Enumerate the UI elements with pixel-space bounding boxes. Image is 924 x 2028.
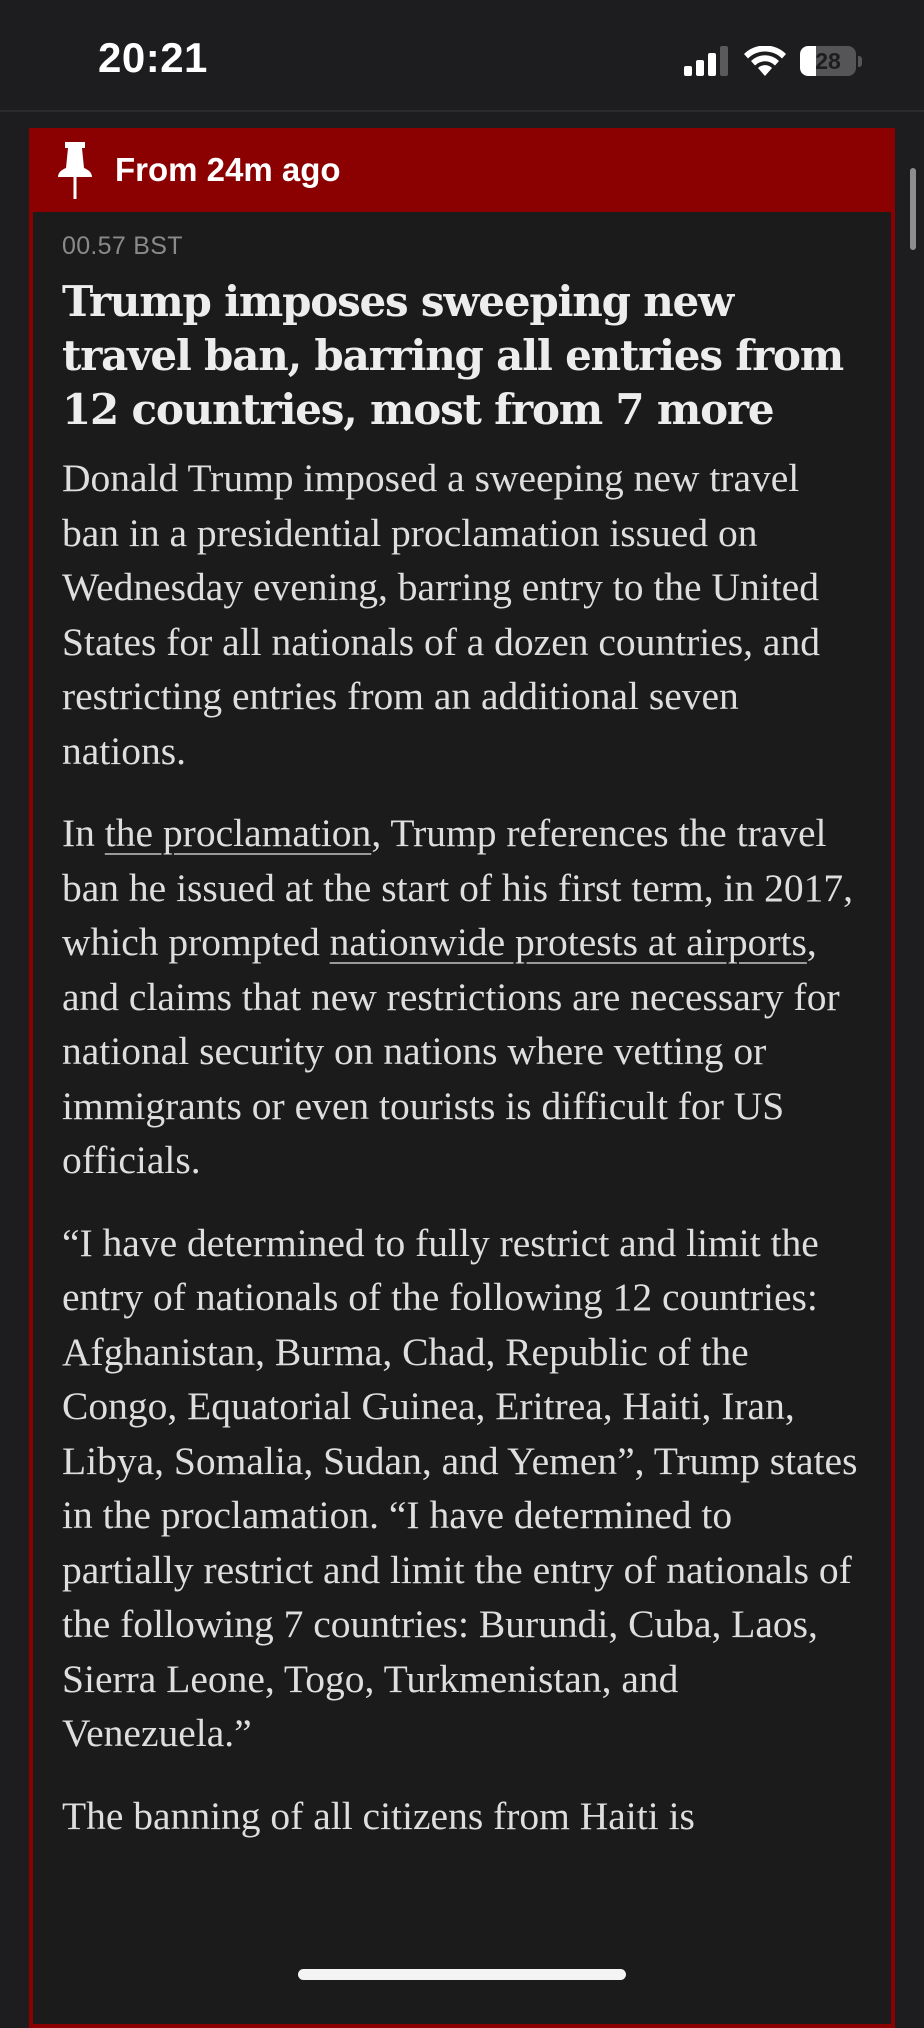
scroll-indicator[interactable] <box>910 168 916 250</box>
pinned-post-card <box>29 128 895 2028</box>
battery-icon <box>800 46 862 76</box>
paragraph-2 <box>62 806 862 1188</box>
battery-level: 28 <box>815 48 841 74</box>
paragraph-2-text-2: , Trump references the travel ban he issued at the start of his first term, in 2017, which prompted <box>62 811 853 964</box>
cellular-signal-icon <box>684 46 730 76</box>
pinned-label: From 24m ago <box>115 151 341 188</box>
paragraph-3: “I have determined to fully restrict and limit the entry of nationals of the following 12 countries: Afghanistan, Burma, Chad, Republic of the Congo, Equatorial Guinea, Eritrea, Haiti, Iran, Libya, Somalia, Sudan, and Yemen”, Trump states in the proclamation. “I have determined to partially restrict and limit the entry of nationals of the following 7 countries: Burundi, Cuba, Laos, Sierra Leone, Togo, Turkmenistan, and Venezuela.” <box>62 1220 858 1755</box>
paragraph-2-text-1: In <box>62 811 105 855</box>
status-icons <box>684 46 862 76</box>
wifi-icon <box>744 46 786 76</box>
pinned-header[interactable] <box>29 128 895 212</box>
status-bar <box>0 0 924 112</box>
post-headline: Trump imposes sweeping new travel ban, barring all entries from 12 countries, most from 7 more <box>62 277 844 434</box>
paragraph-2-text-3: , and claims that new restrictions are necessary for national security on nations where vetting or immigrants or even tourists is difficult for US officials. <box>62 920 840 1182</box>
battery-body <box>800 46 856 76</box>
proclamation-link[interactable]: the proclamation <box>104 811 372 855</box>
paragraph-4: The banning of all citizens from Haiti is <box>62 1793 695 1838</box>
status-time: 20:21 <box>98 34 208 81</box>
battery-tip <box>858 56 862 67</box>
article-body <box>62 232 862 1871</box>
paragraph-1: Donald Trump imposed a sweeping new travel ban in a presidential proclamation issued on Wednesday evening, barring entry to the United States for all nationals of a dozen countries, and restricting entries from an additional seven nations. <box>62 456 820 773</box>
airport-protests-link[interactable]: nationwide protests at airports <box>329 920 807 964</box>
home-indicator[interactable] <box>298 1969 626 1980</box>
post-timestamp[interactable]: 00.57 BST <box>62 232 183 260</box>
pin-icon <box>55 140 95 200</box>
